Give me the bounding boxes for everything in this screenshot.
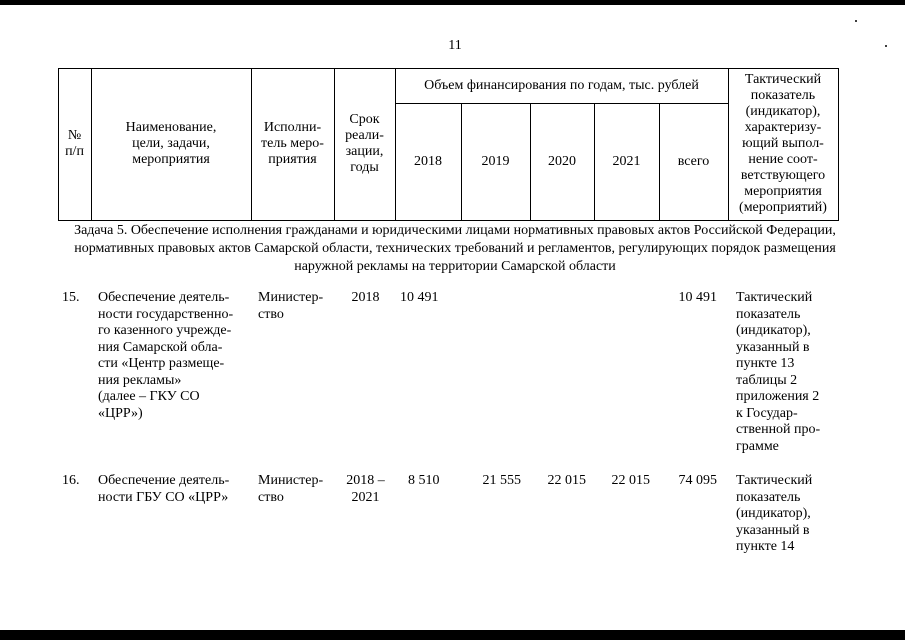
row-value-2019: 21 555 xyxy=(482,473,521,488)
header-indicator: Тактический показатель (индикатор), характеризу- ющий выпол- нение соот- ветствующего мероприятия (мероприятий) xyxy=(739,72,827,215)
row-value-total: 10 491 xyxy=(678,290,717,305)
col-line xyxy=(838,68,839,220)
header-name: Наименование, цели, задачи, мероприятия xyxy=(125,120,217,167)
row-value-2018: 8 510 xyxy=(408,473,440,488)
row-executor: Министер- ство xyxy=(258,473,324,505)
header-financing: Объем финансирования по годам, тыс. рублей xyxy=(424,77,699,93)
row-name: Обеспечение деятель- ности государственно- го казенного учрежде- ния Самарской обла- сти «Центр размеще- ния рекламы» (далее – ГКУ СО «ЦРР») xyxy=(98,290,234,421)
header-num: № п/п xyxy=(65,128,84,159)
scan-speck xyxy=(885,45,887,47)
header-year: 2018 xyxy=(414,153,442,169)
scan-top-border xyxy=(0,0,905,5)
row-num: 15. xyxy=(62,290,80,305)
row-term: 2018 – 2021 xyxy=(346,473,385,505)
task-heading: Задача 5. Обеспечение исполнения гражданами и юридическими лицами нормативных правовых актов Российской Федерации, нормативных правовых актов Самарской области, технических требований и регламентов, регулирующих порядок размещения наружной рекламы на территории Самарской области xyxy=(74,223,836,274)
row-num: 16. xyxy=(62,473,80,488)
row-value-total: 74 095 xyxy=(678,473,717,488)
scan-speck xyxy=(855,20,857,22)
row-term: 2018 xyxy=(351,290,380,305)
header-year: 2019 xyxy=(481,153,510,169)
page-number: 11 xyxy=(448,38,462,53)
header-year: 2020 xyxy=(548,153,576,169)
row-value-2020: 22 015 xyxy=(547,473,586,488)
row-value-2018: 10 491 xyxy=(400,290,439,305)
header-executor: Исполни- тель меро- приятия xyxy=(261,120,324,167)
header-year: 2021 xyxy=(612,153,641,169)
row-value-2021: 22 015 xyxy=(611,473,650,488)
row-indicator: Тактический показатель (индикатор), указанный в пункте 13 таблицы 2 приложения 2 к Государ- ственной про- грамме xyxy=(736,290,821,454)
row-name: Обеспечение деятель- ности ГБУ СО «ЦРР» xyxy=(98,473,230,505)
header-term: Срок реали- зации, годы xyxy=(345,112,384,175)
row-executor: Министер- ство xyxy=(258,290,324,322)
table-border-bottom xyxy=(58,220,839,221)
header-total: всего xyxy=(677,153,710,169)
row-indicator: Тактический показатель (индикатор), указанный в пункте 14 xyxy=(736,473,813,554)
scan-bottom-border xyxy=(0,630,905,640)
